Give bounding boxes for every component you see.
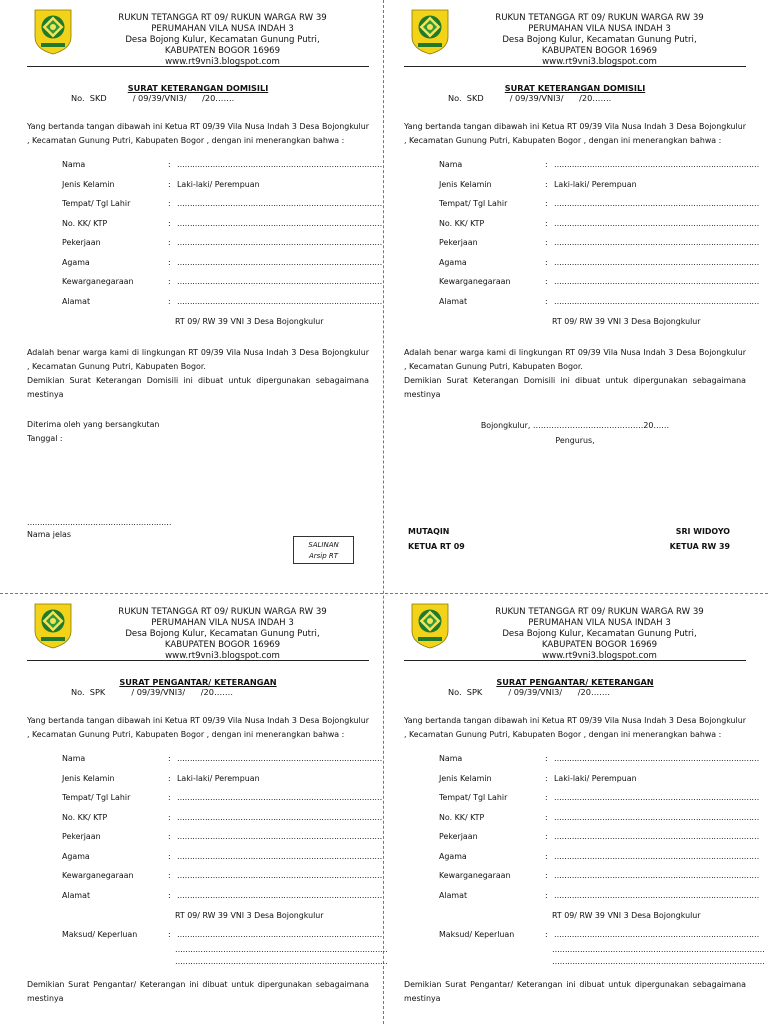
field-blank: ……………………………………………………………………… (554, 218, 759, 228)
field-colon: : (545, 296, 548, 306)
field-label: Kewarganegaraan (439, 277, 511, 286)
field-label: No. KK/ KTP (439, 218, 485, 228)
signatory-title: KETUA RW 39 (669, 542, 730, 551)
field-colon: : (168, 179, 171, 189)
field-colon: : (545, 812, 548, 822)
field-label: Jenis Kelamin (439, 773, 492, 783)
confirmation-paragraph: Adalah benar warga kami di lingkungan RT 09/39 Vila Nusa Indah 3 Desa Bojongkulur , Kecamatan Gunung Putri, Kabupaten Bogor. (404, 348, 746, 371)
field-label: Nama (62, 754, 86, 763)
address-value: RT 09/ RW 39 VNI 3 Desa Bojongkulur (552, 317, 701, 326)
field-label: Agama (62, 851, 90, 861)
letterhead-website: www.rt9vni3.blogspot.com (165, 651, 280, 661)
field-colon: : (545, 199, 548, 208)
letterhead (27, 0, 369, 68)
field-label: Jenis Kelamin (439, 179, 492, 189)
field-colon: : (545, 179, 548, 189)
field-row-alamat (27, 296, 382, 317)
signatory-name: SRI WIDOYO (675, 527, 730, 536)
purpose-paragraph: Demikian Surat Keterangan Domisili ini dibuat untuk dipergunakan sebagaimana mestinya (27, 376, 369, 399)
field-label: Tempat/ Tgl Lahir (439, 199, 508, 208)
letterhead-rule (404, 660, 746, 661)
field-row-nama (27, 160, 382, 180)
copy-stamp (293, 536, 354, 564)
letterhead-rule (27, 66, 369, 67)
field-row-agama (404, 851, 759, 872)
letterhead-website: www.rt9vni3.blogspot.com (165, 57, 280, 67)
board-label: Pengurus, (555, 436, 595, 445)
intro-paragraph: Yang bertanda tangan dibawah ini Ketua RT 09/39 Vila Nusa Indah 3 Desa Bojongkulur , Kecamatan Gunung Putri, Kabupaten Bogor , dengan ini menerangkan bahwa : (404, 716, 746, 739)
field-label: Alamat (62, 296, 91, 306)
letterhead-website: www.rt9vni3.blogspot.com (542, 57, 657, 67)
field-blank: ……………………………………………………………………… (554, 296, 759, 306)
field-colon: : (545, 890, 548, 900)
letterhead-line-3: Desa Bojong Kulur, Kecamatan Gunung Putri, (502, 629, 697, 639)
purpose-paragraph: Demikian Surat Keterangan Domisili ini dibuat untuk dipergunakan sebagaimana mestinya (404, 376, 746, 399)
field-label: Pekerjaan (439, 238, 478, 247)
letterhead-line-2: PERUMAHAN VILA NUSA INDAH 3 (151, 24, 294, 34)
field-label: Pekerjaan (62, 238, 101, 247)
field-value: Laki-laki/ Perempuan (177, 773, 260, 783)
date-label: Tanggal : (27, 434, 63, 443)
field-label: No. KK/ KTP (62, 218, 108, 228)
document-number: No. SKD / 09/39/VNI3/ /20……. (71, 93, 235, 103)
field-colon: : (545, 832, 548, 841)
field-blank: ……………………………………………………………………… (177, 277, 382, 286)
identity-fields (27, 754, 388, 968)
field-blank: ……………………………………………………………………… (177, 257, 382, 267)
domisili-archive-copy (27, 0, 382, 560)
field-colon: : (168, 930, 171, 939)
field-row-pekerjaan (404, 238, 759, 258)
signatory-rw (630, 524, 730, 554)
letterhead-line-2: PERUMAHAN VILA NUSA INDAH 3 (528, 618, 671, 628)
purpose-blank-line: ………………………………………………………………………… (552, 944, 765, 954)
name-label: Nama jelas (27, 530, 71, 539)
purpose-paragraph: Demikian Surat Pengantar/ Keterangan ini dibuat untuk dipergunakan sebagaimana mestinya (404, 979, 746, 1003)
field-blank: ……………………………………………………………………… (554, 277, 759, 286)
field-row-nama (404, 160, 759, 180)
field-colon: : (168, 832, 171, 841)
field-row-kk-ktp (404, 218, 759, 239)
field-blank: ……………………………………………………………………… (177, 890, 382, 900)
field-label: Nama (439, 754, 463, 763)
field-blank: ……………………………………………………………………… (177, 160, 382, 169)
field-row-maksud (404, 930, 759, 950)
address-value: RT 09/ RW 39 VNI 3 Desa Bojongkulur (175, 317, 324, 326)
field-colon: : (545, 160, 548, 169)
intro-paragraph: Yang bertanda tangan dibawah ini Ketua RT 09/39 Vila Nusa Indah 3 Desa Bojongkulur , Kecamatan Gunung Putri, Kabupaten Bogor , dengan ini menerangkan bahwa : (27, 716, 369, 739)
bogor-regency-crest-icon (33, 7, 73, 55)
bogor-regency-crest-icon (33, 601, 73, 649)
field-blank: ……………………………………………………………………… (177, 851, 382, 861)
field-blank: ……………………………………………………………………… (177, 812, 382, 822)
field-colon: : (168, 160, 171, 169)
field-row-jenis-kelamin (27, 774, 369, 794)
field-label: Alamat (439, 296, 468, 306)
letterhead (404, 0, 746, 68)
field-row-jenis-kelamin (27, 180, 369, 200)
letterhead-line-1: RUKUN TETANGGA RT 09/ RUKUN WARGA RW 39 (495, 13, 704, 23)
confirmation-paragraph: Adalah benar warga kami di lingkungan RT 09/39 Vila Nusa Indah 3 Desa Bojongkulur , Kecamatan Gunung Putri, Kabupaten Bogor. (27, 348, 369, 371)
bogor-regency-crest-icon (410, 7, 450, 55)
identity-fields (404, 754, 765, 968)
field-colon: : (168, 238, 171, 247)
field-row-kewarganegaraan (404, 277, 759, 297)
field-colon: : (545, 773, 548, 783)
field-label: No. KK/ KTP (62, 812, 108, 822)
field-label: Tempat/ Tgl Lahir (439, 793, 508, 802)
field-blank: ……………………………………………………………………… (177, 793, 382, 802)
signature-line: ………………………………………………… (27, 518, 172, 527)
field-row-tempat-lahir (27, 793, 382, 813)
copy-stamp-line-2: Arsip RT (308, 552, 339, 560)
field-row-kk-ktp (27, 812, 382, 833)
field-row-agama (27, 257, 382, 278)
field-blank: ……………………………………………………………………… (177, 871, 382, 880)
field-value: Laki-laki/ Perempuan (177, 179, 260, 189)
received-by-block (27, 418, 369, 446)
document-number: No. SPK / 09/39/VNI3/ /20……. (71, 687, 233, 697)
letterhead-line-1: RUKUN TETANGGA RT 09/ RUKUN WARGA RW 39 (495, 607, 704, 617)
intro-paragraph: Yang bertanda tangan dibawah ini Ketua RT 09/39 Vila Nusa Indah 3 Desa Bojongkulur , Kecamatan Gunung Putri, Kabupaten Bogor , dengan ini menerangkan bahwa : (27, 122, 369, 145)
letterhead-line-4: KABUPATEN BOGOR 16969 (541, 46, 658, 56)
field-row-alamat (404, 296, 759, 317)
field-label: Jenis Kelamin (62, 773, 115, 783)
letterhead-line-2: PERUMAHAN VILA NUSA INDAH 3 (151, 618, 294, 628)
field-colon: : (168, 871, 171, 880)
address-value: RT 09/ RW 39 VNI 3 Desa Bojongkulur (175, 911, 324, 920)
identity-fields (27, 160, 382, 328)
field-colon: : (545, 257, 548, 267)
purpose-blank-line: ………………………………………………………………………… (552, 956, 765, 966)
field-colon: : (545, 851, 548, 861)
field-colon: : (168, 812, 171, 822)
field-row-agama (27, 851, 382, 872)
letterhead-rule (27, 660, 369, 661)
field-label: Maksud/ Keperluan (62, 930, 138, 939)
field-label: Maksud/ Keperluan (439, 930, 515, 939)
field-row-maksud (27, 930, 382, 950)
field-blank: ……………………………………………………………………… (554, 238, 759, 247)
field-row-tempat-lahir (404, 199, 759, 219)
identity-fields (404, 160, 759, 328)
field-colon: : (168, 754, 171, 763)
document-number: No. SPK / 09/39/VNI3/ /20……. (448, 687, 610, 697)
signatory-name: MUTAQIN (408, 527, 450, 536)
purpose-blank-line: ………………………………………………………………………… (175, 944, 388, 954)
field-row-tempat-lahir (404, 793, 759, 813)
field-label: Agama (62, 257, 90, 267)
field-label: Kewarganegaraan (439, 871, 511, 880)
field-colon: : (168, 296, 171, 306)
letterhead (27, 594, 369, 662)
purpose-blank-line: ………………………………………………………………………… (175, 956, 388, 966)
field-colon: : (168, 793, 171, 802)
field-blank: ……………………………………………………………………… (554, 930, 759, 939)
field-blank: ……………………………………………………………………… (177, 754, 382, 763)
field-label: Kewarganegaraan (62, 277, 134, 286)
field-row-kk-ktp (27, 218, 382, 239)
field-row-kewarganegaraan (27, 871, 382, 891)
letterhead-website: www.rt9vni3.blogspot.com (542, 651, 657, 661)
field-label: Jenis Kelamin (62, 179, 115, 189)
letterhead-line-1: RUKUN TETANGGA RT 09/ RUKUN WARGA RW 39 (118, 13, 327, 23)
field-value: Laki-laki/ Perempuan (554, 179, 637, 189)
document-title: SURAT PENGANTAR/ KETERANGAN (496, 677, 654, 687)
field-blank: ……………………………………………………………………… (554, 851, 759, 861)
field-blank: ……………………………………………………………………… (177, 238, 382, 247)
field-colon: : (545, 238, 548, 247)
letterhead-line-4: KABUPATEN BOGOR 16969 (164, 46, 281, 56)
document-number: No. SKD / 09/39/VNI3/ /20……. (448, 93, 612, 103)
field-blank: ……………………………………………………………………… (554, 871, 759, 880)
field-blank: ……………………………………………………………………… (554, 890, 759, 900)
field-blank: ……………………………………………………………………… (554, 754, 759, 763)
address-value: RT 09/ RW 39 VNI 3 Desa Bojongkulur (552, 911, 701, 920)
field-row-nama (404, 754, 759, 774)
letterhead-line-4: KABUPATEN BOGOR 16969 (541, 640, 658, 650)
field-colon: : (168, 773, 171, 783)
field-blank: ……………………………………………………………………… (554, 257, 759, 267)
letterhead-line-3: Desa Bojong Kulur, Kecamatan Gunung Putri, (502, 35, 697, 45)
field-row-kk-ktp (404, 812, 759, 833)
field-label: Agama (439, 257, 467, 267)
field-row-pekerjaan (27, 238, 382, 258)
field-blank: ……………………………………………………………………… (554, 812, 759, 822)
field-colon: : (168, 218, 171, 228)
field-label: Pekerjaan (62, 832, 101, 841)
field-label: Tempat/ Tgl Lahir (62, 199, 131, 208)
field-blank: ……………………………………………………………………… (177, 199, 382, 208)
purpose-paragraph: Demikian Surat Pengantar/ Keterangan ini dibuat untuk dipergunakan sebagaimana mestinya (27, 979, 369, 1003)
field-label: Alamat (439, 890, 468, 900)
letterhead-line-3: Desa Bojong Kulur, Kecamatan Gunung Putri, (125, 35, 320, 45)
signatory-rt (408, 524, 488, 554)
field-row-alamat (27, 890, 382, 911)
field-blank: ……………………………………………………………………… (554, 832, 759, 841)
signatory-title: KETUA RT 09 (408, 542, 465, 551)
field-row-nama (27, 754, 382, 774)
field-label: Nama (62, 160, 86, 169)
vertical-cut-line (383, 0, 384, 1024)
field-row-pekerjaan (27, 832, 382, 852)
pengantar-official-copy (404, 594, 765, 1006)
field-blank: ……………………………………………………………………… (177, 832, 382, 841)
domisili-official-copy (404, 0, 759, 551)
field-label: Agama (439, 851, 467, 861)
field-label: Alamat (62, 890, 91, 900)
field-colon: : (168, 890, 171, 900)
field-row-pekerjaan (404, 832, 759, 852)
field-blank: ……………………………………………………………………… (177, 296, 382, 306)
field-label: Pekerjaan (439, 832, 478, 841)
field-row-kewarganegaraan (404, 871, 759, 891)
field-row-kewarganegaraan (27, 277, 382, 297)
field-row-tempat-lahir (27, 199, 382, 219)
field-blank: ……………………………………………………………………… (177, 930, 382, 939)
field-colon: : (545, 218, 548, 228)
intro-paragraph: Yang bertanda tangan dibawah ini Ketua RT 09/39 Vila Nusa Indah 3 Desa Bojongkulur , Kecamatan Gunung Putri, Kabupaten Bogor , dengan ini menerangkan bahwa : (404, 122, 746, 145)
field-label: No. KK/ KTP (439, 812, 485, 822)
pengantar-archive-copy (27, 594, 388, 1006)
field-label: Tempat/ Tgl Lahir (62, 793, 131, 802)
field-blank: ……………………………………………………………………… (554, 199, 759, 208)
field-colon: : (168, 277, 171, 286)
received-by-label: Diterima oleh yang bersangkutan (27, 420, 160, 429)
field-colon: : (545, 930, 548, 939)
field-label: Kewarganegaraan (62, 871, 134, 880)
field-colon: : (545, 277, 548, 286)
field-row-jenis-kelamin (404, 180, 746, 200)
field-blank: ……………………………………………………………………… (554, 793, 759, 802)
document-title: SURAT PENGANTAR/ KETERANGAN (119, 677, 277, 687)
field-colon: : (168, 257, 171, 267)
field-row-agama (404, 257, 759, 278)
field-label: Nama (439, 160, 463, 169)
letterhead-line-4: KABUPATEN BOGOR 16969 (164, 640, 281, 650)
letterhead-line-1: RUKUN TETANGGA RT 09/ RUKUN WARGA RW 39 (118, 607, 327, 617)
field-value: Laki-laki/ Perempuan (554, 773, 637, 783)
field-colon: : (168, 199, 171, 208)
copy-stamp-line-1: SALINAN (308, 541, 339, 549)
letterhead-line-3: Desa Bojong Kulur, Kecamatan Gunung Putri, (125, 629, 320, 639)
field-colon: : (545, 793, 548, 802)
letterhead-rule (404, 66, 746, 67)
field-colon: : (168, 851, 171, 861)
field-row-alamat (404, 890, 759, 911)
field-blank: ……………………………………………………………………… (177, 218, 382, 228)
bogor-regency-crest-icon (410, 601, 450, 649)
field-row-jenis-kelamin (404, 774, 746, 794)
letterhead-line-2: PERUMAHAN VILA NUSA INDAH 3 (528, 24, 671, 34)
place-date-line: Bojongkulur, ……………………………………20…… (480, 421, 670, 430)
document-title: SURAT KETERANGAN DOMISILI (127, 83, 269, 93)
field-colon: : (545, 871, 548, 880)
document-title: SURAT KETERANGAN DOMISILI (504, 83, 646, 93)
field-blank: ……………………………………………………………………… (554, 160, 759, 169)
field-colon: : (545, 754, 548, 763)
letterhead (404, 594, 746, 662)
